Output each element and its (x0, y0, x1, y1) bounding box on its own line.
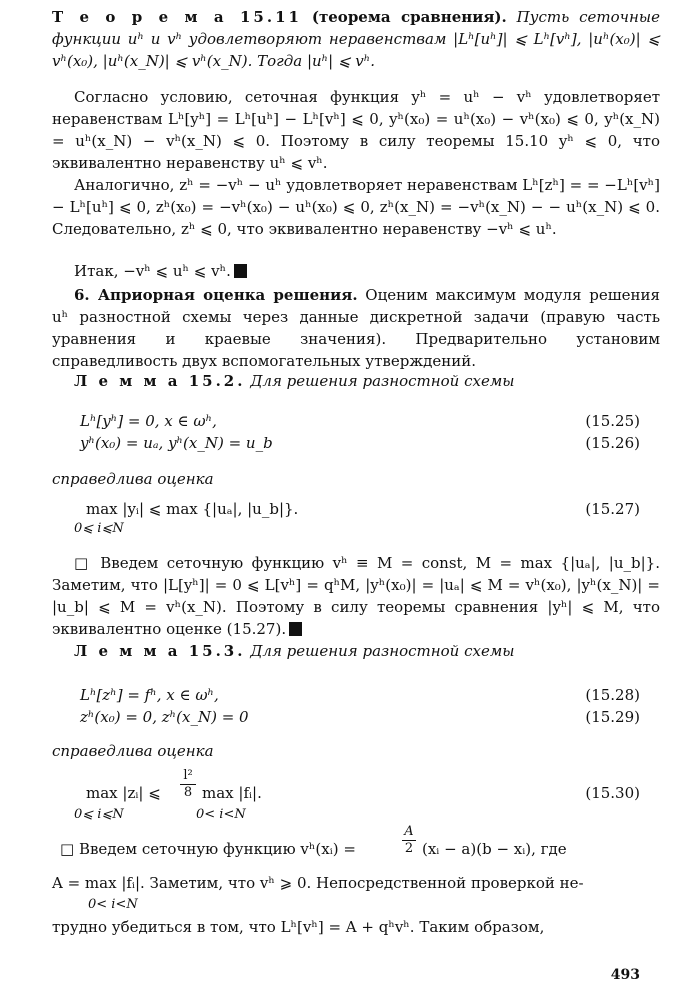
section-6-heading: 6. Априорная оценка решения. (74, 286, 358, 304)
proof-conclusion-text: Итак, −vʰ ⩽ uʰ ⩽ vʰ. (74, 262, 231, 280)
lemma-15-3-valid-label: справедлива оценка (52, 742, 214, 760)
section-6-text: Оценим максимум модуля решения uʰ разностной схемы через данные дискретной задачи (правую часть уравнения и краевые значения). Предварительно установим справедливость двух вспомогательных утверждений. (52, 286, 660, 370)
lemma-15-3-label: Л е м м а 15.3. (74, 642, 246, 660)
lemma-15-3-header (74, 640, 660, 662)
equation-number-15-27: (15.27) (585, 500, 640, 518)
equation-number-15-25: (15.25) (585, 412, 640, 430)
proof-paragraph-2: Аналогично, zʰ = −vʰ − uʰ удовлетворяет неравенствам Lʰ[zʰ] = = −Lʰ[vʰ] − Lʰ[uʰ] ⩽ 0, zʰ(x₀) = −vʰ(x₀) − uʰ(x₀) ⩽ 0, zʰ(x_N) = −vʰ(x_N) − − uʰ(x_N) ⩽ 0. Следовательно, zʰ ⩽ 0, что эквивалентно неравенству −vʰ ⩽ uʰ. (52, 176, 660, 238)
estimate-15-30-subscript-2: 0< i<N (196, 807, 246, 822)
proof-fraction (402, 824, 416, 857)
equation-number-15-26: (15.26) (585, 434, 640, 452)
theorem-15-11 (52, 6, 660, 72)
section-6 (52, 284, 660, 372)
page-number: 493 (610, 967, 640, 983)
theorem-title: (теорема сравнения). (311, 8, 507, 26)
lemma-15-3-proof-line-3: трудно убедиться в том, что Lʰ[vʰ] = A + qʰvʰ. Таким образом, (52, 918, 545, 936)
estimate-15-27: max |yᵢ| ⩽ max {|uₐ|, |u_b|}. (86, 500, 299, 518)
proof-paragraph-1: Согласно условию, сеточная функция yʰ = uʰ − vʰ удовлетворяет неравенствам Lʰ[yʰ] = Lʰ[uʰ] − Lʰ[vʰ] ⩽ 0, yʰ(x₀) = uʰ(x₀) − vʰ(x₀) ⩽ 0, yʰ(x_N) = uʰ(x_N) − vʰ(x_N) ⩽ 0. Поэтому в силу теоремы 15.10 yʰ ⩽ 0, что эквивалентно неравенству uʰ ⩽ vʰ. (52, 88, 660, 172)
equation-number-15-29: (15.29) (585, 708, 640, 726)
lemma-15-3-proof-line-1a: □ Введем сеточную функцию vʰ(xᵢ) = (60, 840, 356, 858)
theorem-label: Т е о р е м а 15.11 (52, 8, 302, 26)
proof-line-2-subscript: 0< i<N (88, 897, 138, 912)
lemma-15-2-label: Л е м м а 15.2. (74, 372, 246, 390)
estimate-15-30-subscript-1: 0⩽ i⩽N (74, 807, 124, 822)
equation-15-26: yʰ(x₀) = uₐ, yʰ(x_N) = u_b (80, 434, 273, 452)
estimate-15-30-right: max |fᵢ|. (202, 784, 262, 802)
lemma-15-3-text: Для решения разностной схемы (250, 642, 515, 660)
proof-fraction-numerator: A (404, 824, 414, 839)
theorem-statement: Пусть сеточные функции uʰ и vʰ удовлетворяют неравенствам |Lʰ[uʰ]| ⩽ Lʰ[vʰ], |uʰ(x₀)| ⩽ vʰ(x₀), |uʰ(x_N)| ⩽ vʰ(x_N). Тогда |uʰ| ⩽ vʰ. (52, 8, 660, 70)
lemma-15-2-text: Для решения разностной схемы (250, 372, 515, 390)
fraction-denominator: 8 (180, 784, 196, 801)
estimate-15-27-subscript: 0⩽ i⩽N (74, 521, 124, 536)
lemma-15-3-proof-line-1b: (xᵢ − a)(b − xᵢ), где (422, 840, 567, 858)
equation-15-29: zʰ(x₀) = 0, zʰ(x_N) = 0 (80, 708, 249, 726)
end-of-proof-icon (234, 264, 247, 278)
estimate-15-30-left: max |zᵢ| ⩽ (86, 784, 161, 802)
end-of-proof-icon (289, 622, 302, 636)
estimate-15-30-fraction (180, 768, 196, 801)
fraction-numerator: l² (183, 768, 193, 783)
equation-number-15-28: (15.28) (585, 686, 640, 704)
lemma-15-2-proof-text: □ Введем сеточную функцию vʰ ≡ M = const, M = max {|uₐ|, |u_b|}. Заметим, что |L[yʰ]| = 0 ⩽ L[vʰ] = qʰM, |yʰ(x₀)| = |uₐ| ⩽ M = vʰ(x₀), |yʰ(x_N)| = |u_b| ⩽ M = vʰ(x_N). Поэтому в силу теоремы сравнения |yʰ| ⩽ M, что эквивалентно оценке (15.27). (52, 554, 660, 638)
equation-15-25: Lʰ[yʰ] = 0, x ∈ ωʰ, (80, 412, 217, 430)
lemma-15-3-proof-line-2: A = max |fᵢ|. Заметим, что vʰ ⩾ 0. Непосредственной проверкой не- (52, 874, 584, 892)
proof-fraction-denominator: 2 (402, 840, 416, 857)
equation-number-15-30: (15.30) (585, 784, 640, 802)
lemma-15-2-valid-label: справедлива оценка (52, 470, 214, 488)
lemma-15-2-header (74, 370, 660, 392)
equation-15-28: Lʰ[zʰ] = fʰ, x ∈ ωʰ, (80, 686, 219, 704)
proof-conclusion (52, 260, 660, 282)
lemma-15-2-proof (52, 552, 660, 640)
